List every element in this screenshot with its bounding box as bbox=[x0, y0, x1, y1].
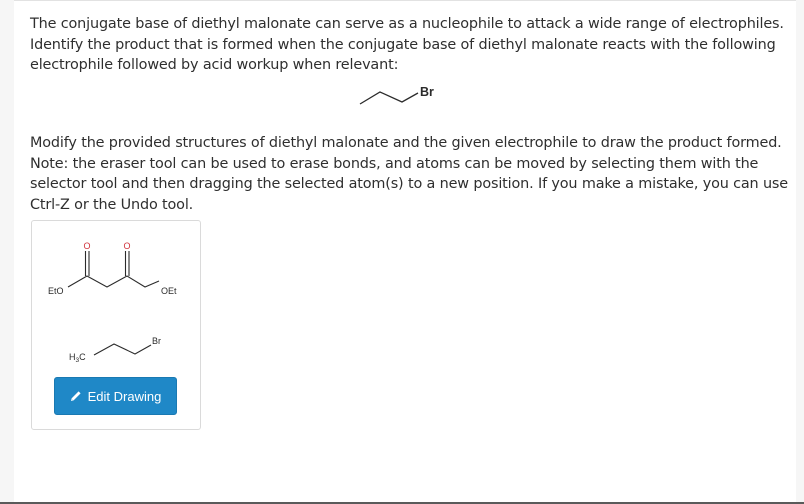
h3c-label: $H_3C$ bbox=[69, 352, 86, 364]
question-intro bbox=[30, 14, 790, 76]
electrophile-br-label: Br bbox=[420, 85, 434, 99]
pencil-icon bbox=[70, 390, 82, 402]
top-divider bbox=[14, 0, 796, 1]
bromoethane-br-label: Br bbox=[152, 336, 161, 346]
question-instructions-text: Modify the provided structures of diethyl malonate and the given electrophile to draw the product formed. Note: the eraser tool can be used to erase bonds, and atoms can be moved by selecting them with the selector tool and then dragging the selected atom(s) to a new position. If you make a mistake, you can use Ctrl-Z or the Undo tool. bbox=[30, 135, 788, 213]
diethyl-malonate-structure bbox=[48, 241, 177, 296]
edit-drawing-button[interactable] bbox=[54, 377, 177, 415]
bromoethane-structure bbox=[69, 336, 161, 364]
carbonyl-oxygen-2: O bbox=[123, 241, 131, 251]
electrophile-structure bbox=[356, 80, 456, 108]
drawing-card bbox=[31, 220, 201, 430]
eto-label: EtO bbox=[48, 286, 64, 296]
electrophile-bonds bbox=[360, 92, 418, 104]
edit-drawing-label: Edit Drawing bbox=[87, 388, 162, 404]
right-rail bbox=[796, 0, 804, 504]
question-intro-text: The conjugate base of diethyl malonate can serve as a nucleophile to attack a wide range of electrophiles. Identify the product that is formed when the conjugate base of diethyl malonate reacts with the following electrophile followed by acid workup when relevant: bbox=[30, 16, 784, 73]
question-instructions bbox=[30, 133, 790, 215]
oet-label: OEt bbox=[161, 286, 177, 296]
bromoethane-bonds bbox=[94, 344, 151, 355]
left-rail bbox=[0, 0, 14, 504]
carbonyl-oxygen-1: O bbox=[83, 241, 91, 251]
drawing-preview bbox=[32, 221, 200, 371]
malonate-backbone bbox=[68, 276, 159, 287]
